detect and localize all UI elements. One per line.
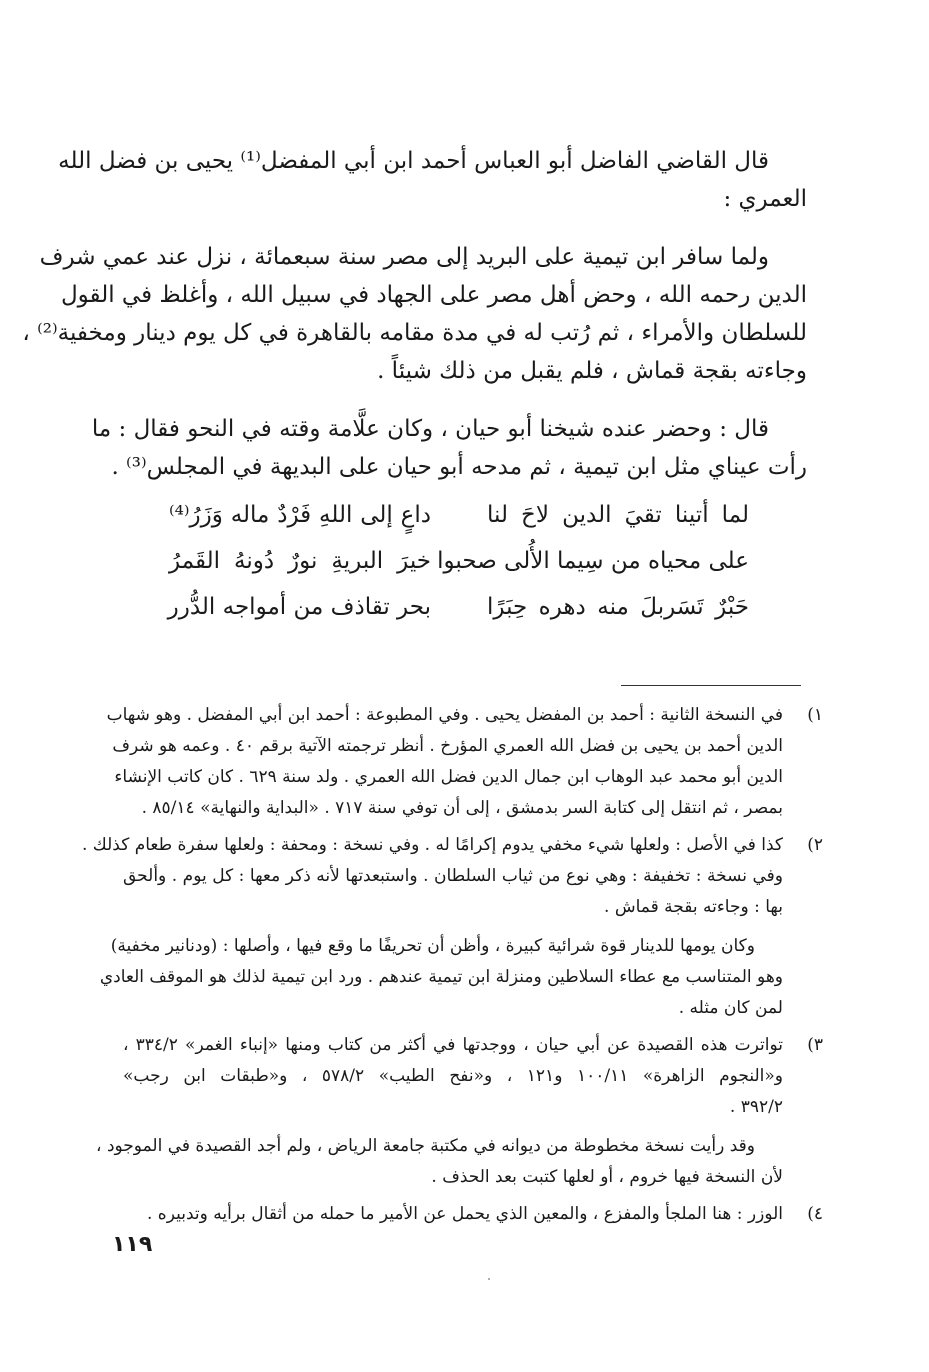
footnote-line: بمصر ، ثم انتقل إلى كتابة السر بدمشق ، إلى أن توفي سنة ٧١٧ . «البداية والنهاية» ٨٥/١٤ . [141,798,783,818]
footnote-number: ١) [807,705,823,725]
footnote-3 [96,1030,823,1193]
poem-verse [169,584,749,630]
footnote-number: ٤) [807,1204,823,1224]
poem-hemistich-first: حَبْرٌ تَسَربلَ منه دهره حِبَرًا [487,594,749,620]
footnote-line: لمن كان مثله . [678,998,783,1018]
paragraph-travel [22,238,807,390]
footnote-continuation [99,931,783,1024]
paragraph-line: قال القاضي الفاضل أبو العباس أحمد ابن أبي المفضل⁽¹⁾ يحيى بن فضل الله [58,148,769,174]
paragraph-line: العمري : [723,186,807,212]
footnote-line: وقد رأيت نسخة مخطوطة من ديوانه في مكتبة جامعة الرياض ، ولم أجد القصيدة في الموجود ، [96,1136,755,1156]
footnote-2 [81,830,823,1024]
footnote-line: وكان يومها للدينار قوة شرائية كبيرة ، وأظن أن تحريفًا ما وقع فيها ، وأصلها : (ودنانير مخفية) [110,936,755,956]
footnote-line: وفي نسخة : تخفيفة : وهي نوع من ثياب السلطان . واستبعدتها لأنه ذكر معها : كل يوم . وألحق [123,866,783,886]
poem-hemistich-first: على محياه من سِيما الأُلى صحبوا [437,548,749,574]
footnote-line: الوزر : هنا الملجأ والمفزع ، والمعين الذي يحمل عن الأمير ما حمله من أثقال برأيه وتدبيره . [147,1204,783,1224]
poem-hemistich-first: لما أتينا تقيَ الدين لاحَ لنا [487,502,749,528]
footnote-line: بها : وجاءته بقجة قماش . [604,897,783,917]
paragraph-line: الدين رحمه الله ، وحض أهل مصر على الجهاد في سبيل الله ، وأغلظ في القول [60,282,807,308]
paragraph-line: وجاءته بقجة قماش ، فلم يقبل من ذلك شيئاً . [377,358,807,384]
paragraph-line: رأت عيناي مثل ابن تيمية ، ثم مدحه أبو حيان على البديهة في المجلس⁽³⁾ . [111,454,807,480]
scan-speck [488,1278,490,1280]
footnote-1 [106,700,823,824]
paragraph-line: قال : وحضر عنده شيخنا أبو حيان ، وكان علَّامة وقته في النحو فقال : ما [91,416,769,442]
footnote-number: ٢) [807,835,823,855]
footnotes [81,700,823,1236]
paragraph-line: للسلطان والأمراء ، ثم رُتب له في مدة مقامه بالقاهرة في كل يوم دينار ومخفية⁽²⁾ ، [22,320,807,346]
footnote-line: الدين أحمد بن يحيى بن فضل الله العمري المؤرخ . أنظر ترجمته الآتية برقم ٤٠ . وعمه هو شرف [112,736,783,756]
page-number: ١١٩ [112,1232,153,1257]
footnote-line: و«النجوم الزاهرة» ١٠٠/١١ و١٢١ ، و«نفح الطيب» ٥٧٨/٢ ، و«طبقات ابن رجب» [123,1066,783,1086]
footnote-separator [621,685,801,686]
footnote-line: تواترت هذه القصيدة عن أبي حيان ، ووجدتها في أكثر من كتاب ومنها «إنباء الغمر» ٣٣٤/٢ ، [123,1035,783,1055]
footnote-line: وهو المتناسب مع عطاء السلاطين ومنزلة ابن تيمية عندهم . ورد ابن تيمية لذلك هو الموقف العادي [99,967,783,987]
poem-verse [169,538,749,584]
footnote-continuation [96,1131,783,1193]
footnote-line: ٣٩٢/٢ . [729,1097,783,1117]
footnote-line: كذا في الأصل : ولعلها شيء مخفي يدوم إكرامًا له . وفي نسخة : ومحفة : ولعلها سفرة طعام كذلك . [81,835,783,855]
footnote-line: في النسخة الثانية : أحمد بن المفضل يحيى . وفي المطبوعة : أحمد ابن أبي المفضل . وهو شهاب [106,705,783,725]
footnote-4 [123,1199,823,1230]
paragraph-line: ولما سافر ابن تيمية على البريد إلى مصر سنة سبعمائة ، نزل عند عمي شرف [39,244,769,270]
paragraph-abu-hayyan [91,410,807,486]
paragraph-intro [58,142,807,218]
poem [169,492,749,630]
poem-verse [169,492,749,538]
poem-hemistich-second: بحر تقاذف من أمواجه الدُّرر [167,594,431,620]
footnote-line: الدين أبو محمد عبد الوهاب ابن جمال الدين فضل الله العمري . ولد سنة ٦٢٩ . كان كاتب الإنشاء [114,767,783,787]
footnote-number: ٣) [807,1035,823,1055]
poem-hemistich-second: داعٍ إلى اللهِ فَرْدٌ ماله وَزَرُ⁽⁴⁾ [169,502,431,528]
poem-hemistich-second: خيرَ البريةِ نورٌ دُونهُ القَمرُ [169,548,431,574]
footnote-line: لأن النسخة فيها خروم ، أو لعلها كتبت بعد الحذف . [431,1167,783,1187]
